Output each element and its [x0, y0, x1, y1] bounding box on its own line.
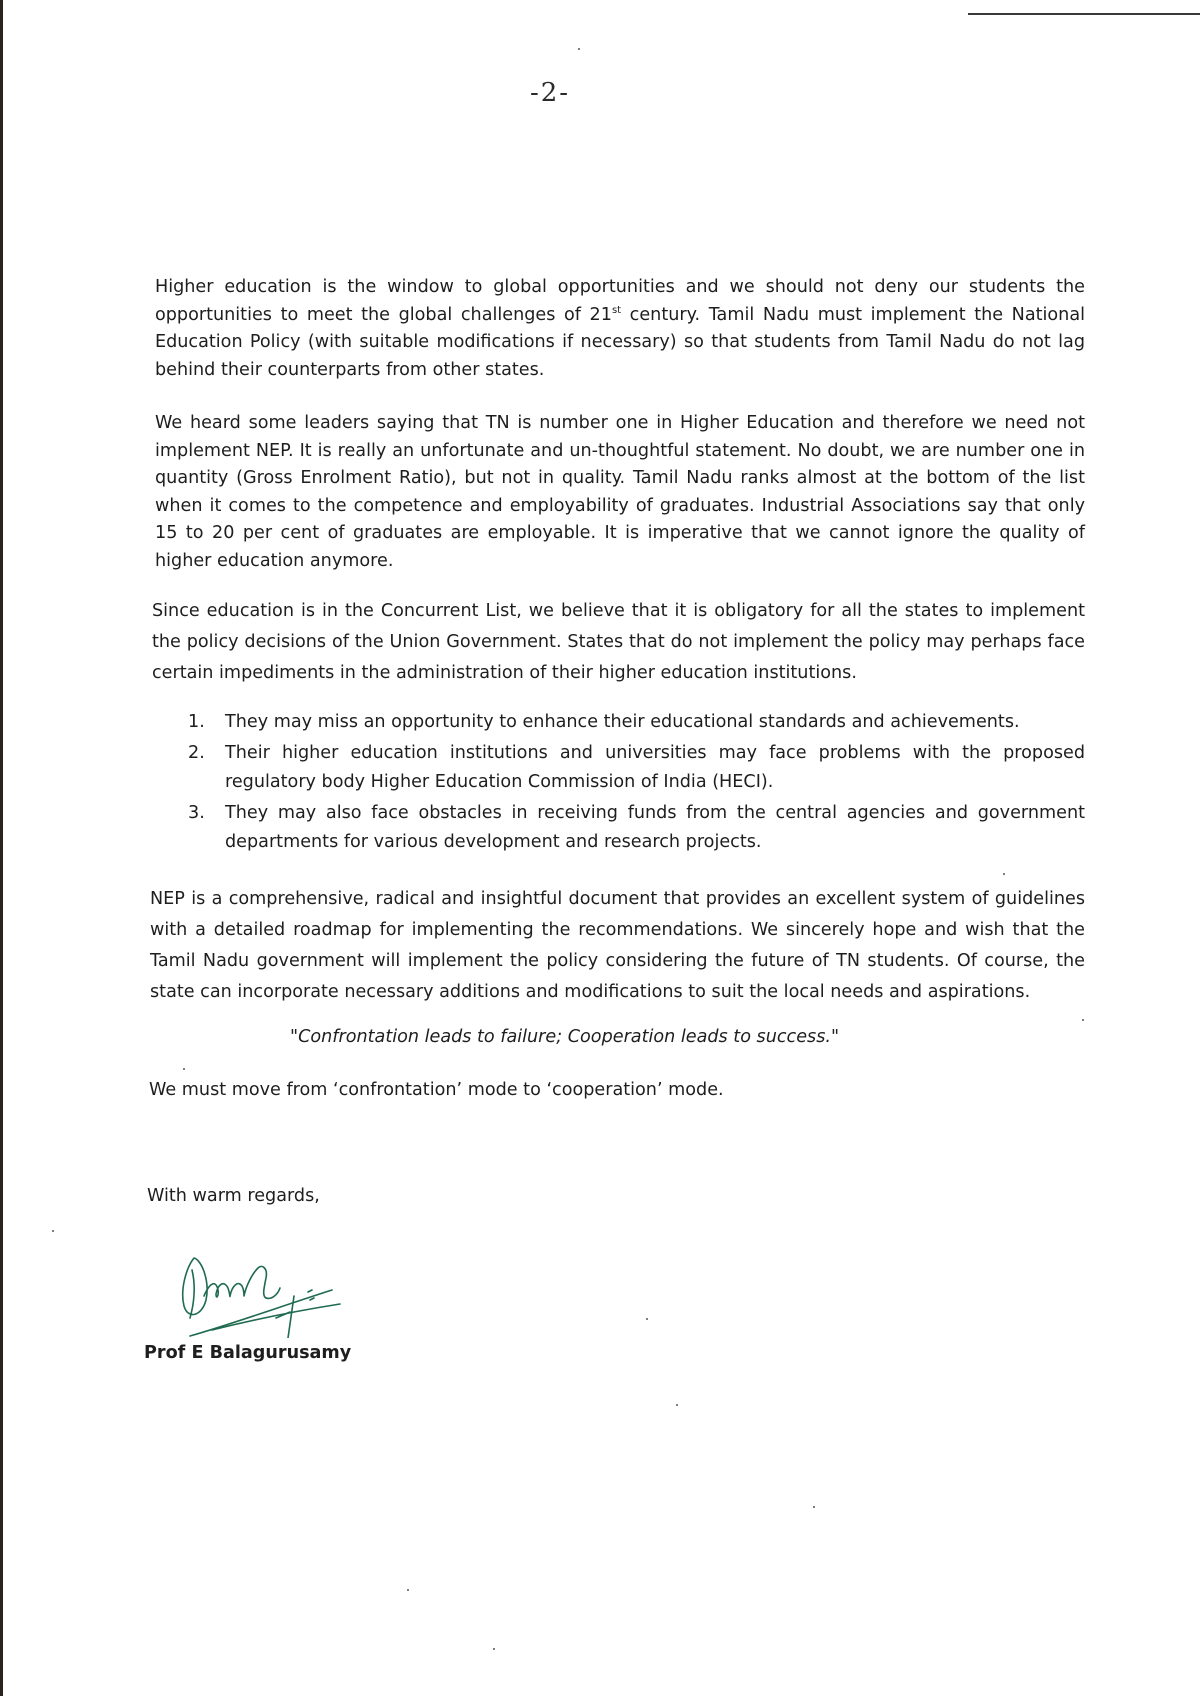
paragraph-tn-number-one: We heard some leaders saying that TN is number one in Higher Education and therefore we need not implement NEP. It is really an unfortunate and un-thoughtful statement. No doubt, we are number one in quantity (Gross Enrolment Ratio), but not in quality. Tamil Nadu ranks almost at the bottom of the list when it comes to the competence and employability of graduates. Industrial Associations say that only 15 to 20 per cent of graduates are employable. It is imperative that we cannot ignore the quality of higher education anymore.	[155, 413, 1085, 571]
paragraph-1-text-b: century. Tamil Nadu must implement the National Education Policy (with suitable modifications if necessary) so that students from Tamil Nadu do not lag behind their counterparts from other states.	[155, 304, 1085, 380]
scan-speck	[813, 1506, 815, 1508]
list-item-number: 2.	[188, 742, 205, 763]
scan-speck	[1003, 873, 1005, 875]
list-item-text: Their higher education institutions and universities may face problems with the proposed regulatory body Higher Education Commission of India (HECI).	[225, 742, 1085, 792]
scan-speck	[407, 1589, 409, 1591]
scan-speck	[676, 1404, 678, 1406]
paragraph-1-text-a: Higher education is the window to global opportunities and we should not deny our students the opportunities to meet the global challenges of 21	[155, 277, 1085, 325]
top-rule	[968, 13, 1200, 15]
paragraph-nep-comprehensive: NEP is a comprehensive, radical and insightful document that provides an excellent system of guidelines with a detailed roadmap for implementing the recommendations. We sincerely hope and wish that the Tamil Nadu government will implement the policy considering the future of TN students. Of course, the state can incorporate necessary additions and modifications to suit the local needs and aspirations.	[150, 889, 1085, 1002]
list-item-text: They may also face obstacles in receiving funds from the central agencies and government departments for various development and research projects.	[225, 802, 1085, 852]
list-item	[183, 739, 1085, 798]
scan-speck	[1082, 1019, 1084, 1021]
scan-left-edge	[0, 0, 3, 1696]
regards-line: With warm regards,	[147, 1186, 320, 1206]
ordinal-superscript: st	[611, 304, 622, 316]
page-number: -2-	[529, 78, 571, 108]
list-item-text: They may miss an opportunity to enhance their educational standards and achievements.	[225, 712, 1020, 732]
scan-speck	[646, 1318, 648, 1320]
list-item-number: 1.	[188, 712, 205, 732]
paragraph-higher-education-window	[155, 274, 1085, 384]
list-item-number: 3.	[188, 802, 205, 823]
impediments-list	[183, 708, 1085, 859]
scan-speck	[52, 1230, 54, 1232]
signer-name: Prof E Balagurusamy	[144, 1343, 352, 1363]
signature-icon	[172, 1238, 352, 1338]
quote-confrontation-cooperation: "Confrontation leads to failure; Cooperation leads to success."	[290, 1027, 840, 1047]
closing-statement: We must move from ‘confrontation’ mode to ‘cooperation’ mode.	[149, 1080, 724, 1100]
paragraph-concurrent-list: Since education is in the Concurrent List, we believe that it is obligatory for all the states to implement the policy decisions of the Union Government. States that do not implement the policy may perhaps face certain impediments in the administration of their higher education institutions.	[152, 601, 1085, 683]
list-item	[183, 708, 1085, 738]
list-item	[183, 799, 1085, 858]
scan-speck	[183, 1068, 185, 1070]
scan-speck	[493, 1648, 495, 1650]
scan-speck	[578, 48, 580, 50]
